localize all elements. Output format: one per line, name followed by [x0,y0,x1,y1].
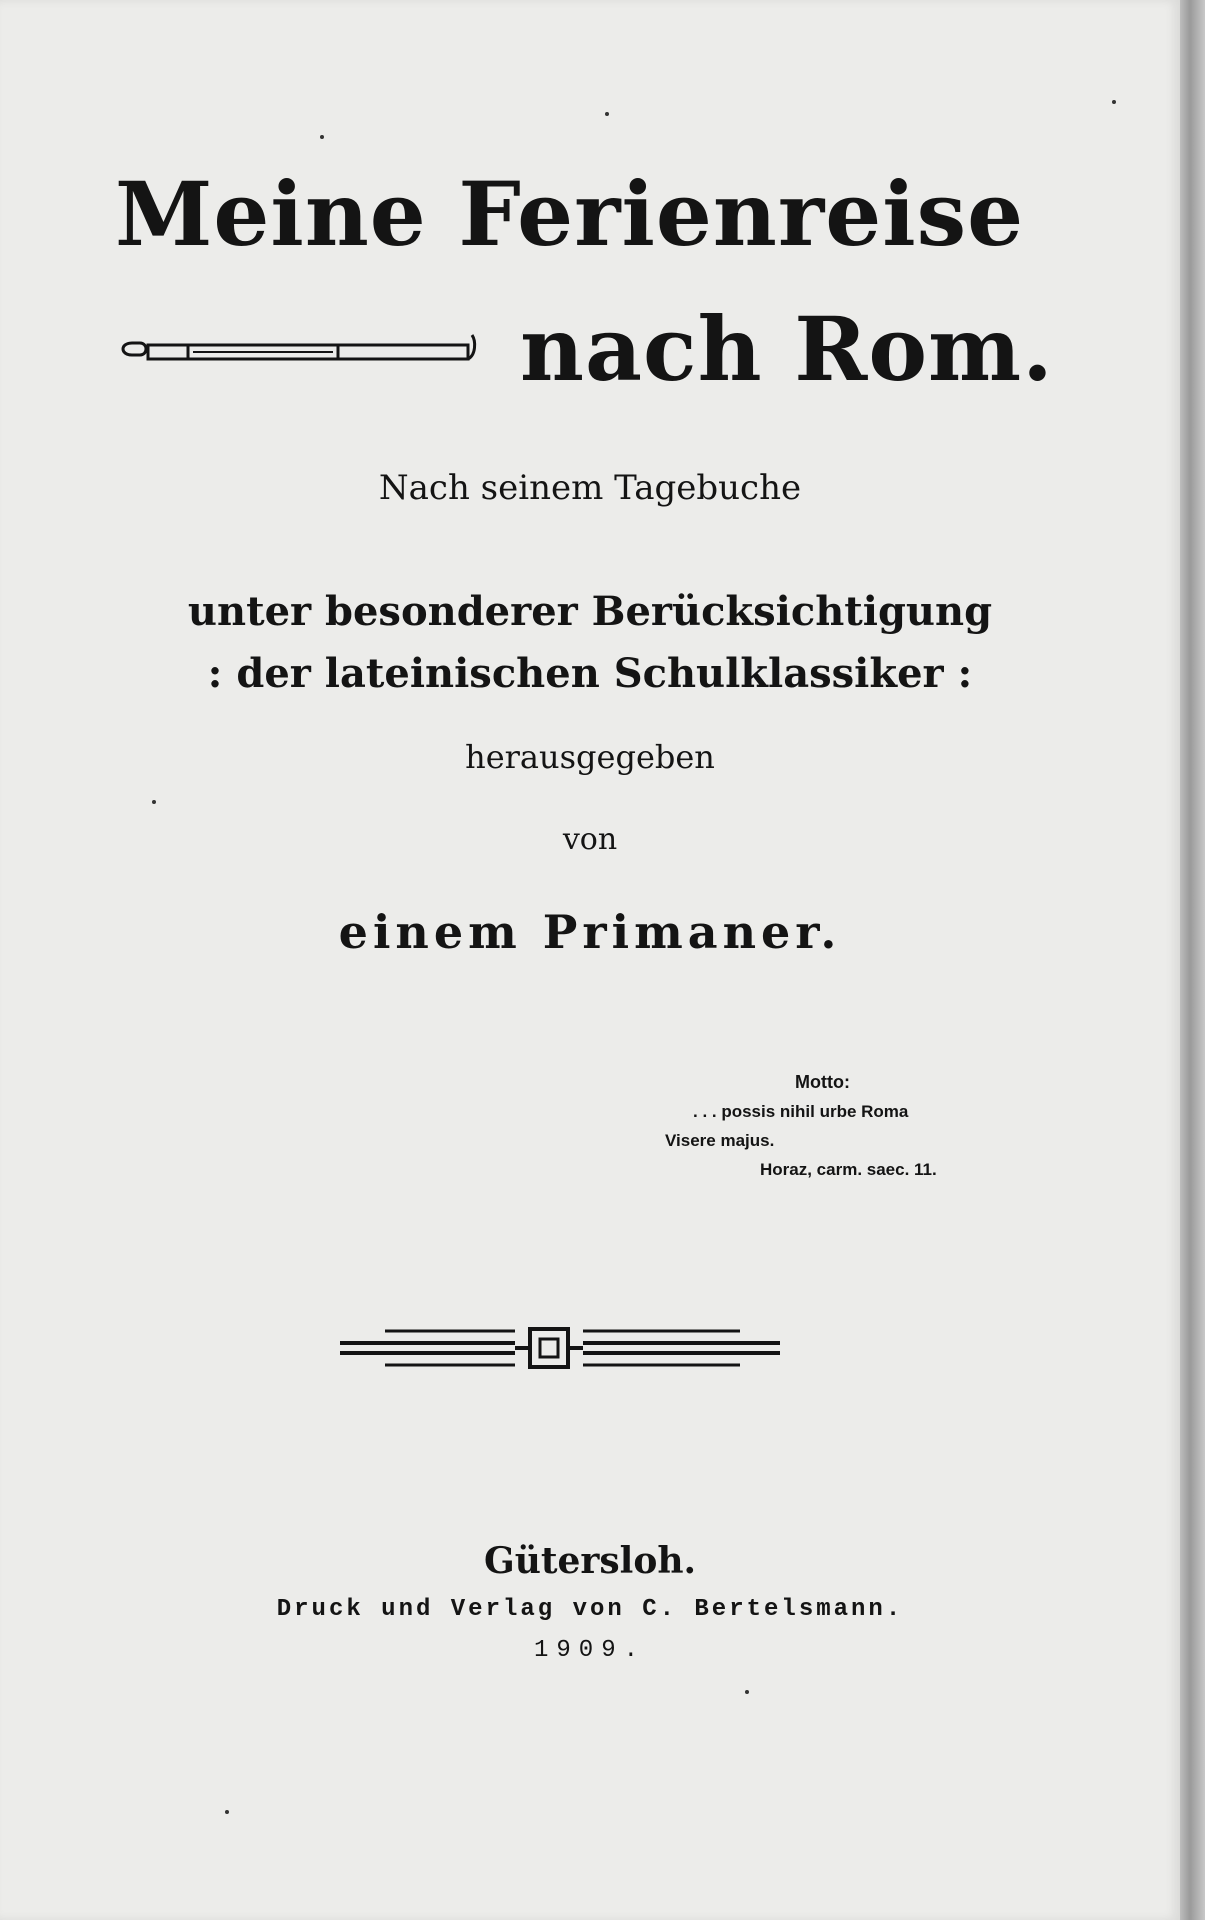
motto-block [660,1068,1020,1184]
page-edge [1180,0,1205,1920]
speck [1112,100,1116,104]
speck [745,1690,749,1694]
subtitle: Nach seinem Tagebuche [378,468,802,508]
speck [225,1810,229,1814]
book-title-line2: nach Rom. [520,297,1054,401]
book-title-line1: Meine Ferienreise [115,162,1025,266]
imprint-publisher: Druck und Verlag von C. Bertelsmann. [276,1596,904,1623]
motto-line2: Visere majus. [665,1131,775,1150]
motto-line1: . . . possis nihil urbe Roma [693,1102,909,1121]
imprint-place: Gütersloh. [483,1540,697,1582]
speck [605,112,609,116]
speck [320,135,324,139]
divider-ornament-icon [340,1323,780,1373]
motto-label: Motto: [795,1072,850,1092]
speck [152,800,156,804]
edited-label: herausgegeben [465,738,715,776]
title-ornament-icon [118,333,478,373]
author: einem Primaner. [338,905,842,959]
motto-source: Horaz, carm. saec. 11. [760,1160,937,1179]
subject-line2: : der lateinischen Schulklassiker : [207,650,973,697]
subject-line1: unter besonderer Berücksichtigung [187,588,993,635]
imprint-year: 1909. [533,1637,646,1664]
by-label: von [562,822,618,857]
